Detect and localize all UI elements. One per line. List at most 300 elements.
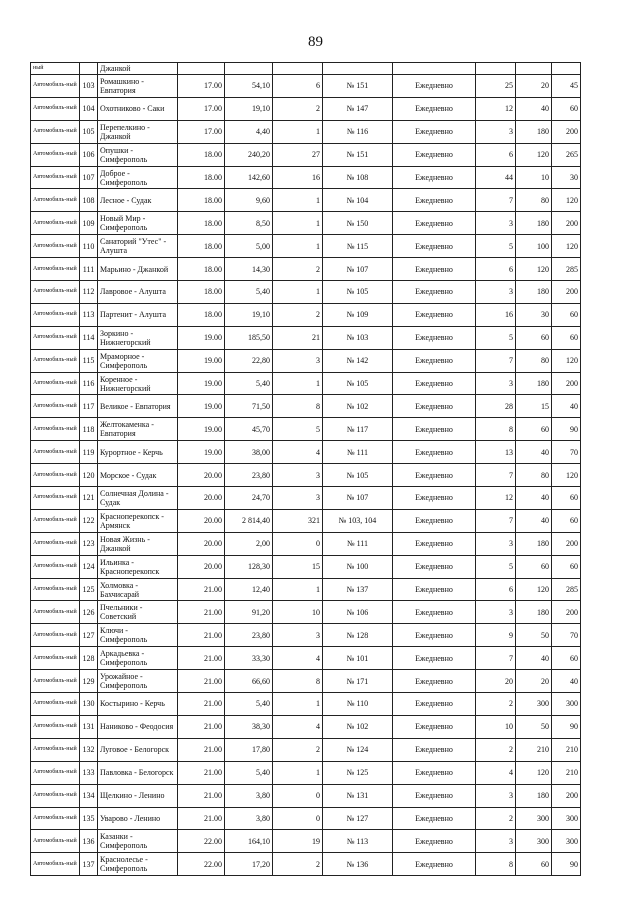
stops-cell: 0 — [273, 532, 323, 555]
route-cell: Казанки - Симферополь — [98, 830, 178, 853]
num-cell: 117 — [80, 395, 98, 418]
freq-cell: Ежедневно — [393, 853, 476, 876]
num-cell: 124 — [80, 555, 98, 578]
stops-cell: 4 — [273, 715, 323, 738]
time-cell: 19.00 — [178, 326, 225, 349]
route-cell: Наниково - Феодосия — [98, 715, 178, 738]
stops-cell: 3 — [273, 349, 323, 372]
table-row — [31, 555, 581, 578]
time-cell: 22.00 — [178, 830, 225, 853]
b-cell: 60 — [516, 418, 552, 441]
dist-cell: 14,30 — [225, 258, 273, 281]
b-cell: 30 — [516, 303, 552, 326]
c-cell: 120 — [552, 464, 581, 487]
b-cell: 180 — [516, 120, 552, 143]
a-cell: 7 — [476, 464, 516, 487]
num-cell: 114 — [80, 326, 98, 349]
table-row — [31, 418, 581, 441]
b-cell: 40 — [516, 487, 552, 510]
b-cell: 80 — [516, 189, 552, 212]
type-cell: Автомобиль-ный — [31, 372, 80, 395]
num-cell: 109 — [80, 212, 98, 235]
num-cell: 130 — [80, 693, 98, 716]
c-cell: 200 — [552, 784, 581, 807]
stops-cell: 21 — [273, 326, 323, 349]
route-cell: Новая Жизнь - Джанкой — [98, 532, 178, 555]
table-row — [31, 578, 581, 601]
dist-cell: 3,80 — [225, 807, 273, 830]
time-cell: 18.00 — [178, 212, 225, 235]
table-row — [31, 303, 581, 326]
roads-cell: № 108 — [323, 166, 393, 189]
b-cell: 60 — [516, 555, 552, 578]
table-row — [31, 738, 581, 761]
num-cell: 137 — [80, 853, 98, 876]
a-cell: 20 — [476, 670, 516, 693]
time-cell: 21.00 — [178, 761, 225, 784]
b-cell: 300 — [516, 693, 552, 716]
a-cell: 5 — [476, 235, 516, 258]
freq-cell: Ежедневно — [393, 464, 476, 487]
b-cell: 50 — [516, 624, 552, 647]
freq-cell: Ежедневно — [393, 120, 476, 143]
c-cell: 90 — [552, 418, 581, 441]
route-cell: Ромашкино - Евпатория — [98, 75, 178, 98]
stops-cell: 1 — [273, 235, 323, 258]
c-cell: 200 — [552, 372, 581, 395]
c-cell: 60 — [552, 326, 581, 349]
c-cell: 40 — [552, 670, 581, 693]
type-cell: Автомобиль-ный — [31, 326, 80, 349]
freq-cell: Ежедневно — [393, 418, 476, 441]
freq-cell: Ежедневно — [393, 97, 476, 120]
c-cell: 45 — [552, 75, 581, 98]
a-cell: 16 — [476, 303, 516, 326]
c-cell: 120 — [552, 189, 581, 212]
roads-cell: № 105 — [323, 372, 393, 395]
a-cell: 3 — [476, 372, 516, 395]
route-cell: Великое - Евпатория — [98, 395, 178, 418]
b-cell: 180 — [516, 784, 552, 807]
stops-cell: 10 — [273, 601, 323, 624]
table-row — [31, 441, 581, 464]
freq-cell: Ежедневно — [393, 693, 476, 716]
dist-cell: 71,50 — [225, 395, 273, 418]
type-cell: Автомобиль-ный — [31, 761, 80, 784]
route-cell: Доброе - Симферополь — [98, 166, 178, 189]
route-cell: Ключи - Симферополь — [98, 624, 178, 647]
time-cell: 21.00 — [178, 715, 225, 738]
num-cell: 128 — [80, 647, 98, 670]
freq-cell: Ежедневно — [393, 212, 476, 235]
stops-cell: 6 — [273, 75, 323, 98]
num-cell: 136 — [80, 830, 98, 853]
page-number: 89 — [308, 34, 323, 50]
b-cell: 100 — [516, 235, 552, 258]
stops-cell: 16 — [273, 166, 323, 189]
type-cell: Автомобиль-ный — [31, 738, 80, 761]
c-cell: 300 — [552, 807, 581, 830]
a-cell: 6 — [476, 143, 516, 166]
stops-cell: 1 — [273, 578, 323, 601]
time-cell: 19.00 — [178, 418, 225, 441]
b-cell: 120 — [516, 143, 552, 166]
time-cell: 18.00 — [178, 303, 225, 326]
time-cell: 17.00 — [178, 75, 225, 98]
type-cell: Автомобиль-ный — [31, 97, 80, 120]
type-cell: Автомобиль-ный — [31, 395, 80, 418]
route-cell: Зоркино - Нижнегорский — [98, 326, 178, 349]
roads-cell: № 105 — [323, 464, 393, 487]
c-cell: 60 — [552, 303, 581, 326]
type-cell: Автомобиль-ный — [31, 830, 80, 853]
freq-cell: Ежедневно — [393, 601, 476, 624]
dist-cell: 23,80 — [225, 464, 273, 487]
a-cell: 5 — [476, 555, 516, 578]
stops-cell: 5 — [273, 418, 323, 441]
c-cell: 40 — [552, 395, 581, 418]
num-cell: 131 — [80, 715, 98, 738]
time-cell: 17.00 — [178, 120, 225, 143]
b-cell: 40 — [516, 97, 552, 120]
a-cell: 2 — [476, 738, 516, 761]
type-cell: Автомобиль-ный — [31, 235, 80, 258]
freq-cell: Ежедневно — [393, 715, 476, 738]
time-cell: 20.00 — [178, 509, 225, 532]
route-cell: Желтокаменка - Евпатория — [98, 418, 178, 441]
table-row — [31, 487, 581, 510]
table-row — [31, 464, 581, 487]
a-cell: 44 — [476, 166, 516, 189]
dist-cell: 164,10 — [225, 830, 273, 853]
roads-cell: № 102 — [323, 395, 393, 418]
dist-cell: 9,60 — [225, 189, 273, 212]
a-cell: 8 — [476, 418, 516, 441]
num-cell: 115 — [80, 349, 98, 372]
stops-cell: 27 — [273, 143, 323, 166]
freq-cell: Ежедневно — [393, 624, 476, 647]
num-cell: 104 — [80, 97, 98, 120]
dist-cell: 66,60 — [225, 670, 273, 693]
type-cell: Автомобиль-ный — [31, 418, 80, 441]
freq-cell: Ежедневно — [393, 738, 476, 761]
type-cell: Автомобиль-ный — [31, 281, 80, 304]
roads-cell: № 117 — [323, 418, 393, 441]
time-cell: 18.00 — [178, 281, 225, 304]
table-row — [31, 532, 581, 555]
type-cell: Автомобиль-ный — [31, 853, 80, 876]
time-cell: 18.00 — [178, 235, 225, 258]
roads-cell: № 136 — [323, 853, 393, 876]
dist-cell: 8,50 — [225, 212, 273, 235]
stops-cell: 0 — [273, 784, 323, 807]
a-cell: 7 — [476, 189, 516, 212]
stops-cell: 2 — [273, 258, 323, 281]
a-cell: 8 — [476, 853, 516, 876]
type-cell: Автомобиль-ный — [31, 189, 80, 212]
freq-cell: Ежедневно — [393, 258, 476, 281]
time-cell: 20.00 — [178, 532, 225, 555]
route-cell: Краснолесье - Симферополь — [98, 853, 178, 876]
routes-table — [30, 62, 581, 876]
roads-cell: № 125 — [323, 761, 393, 784]
table-row — [31, 143, 581, 166]
freq-cell: Ежедневно — [393, 532, 476, 555]
num-cell: 123 — [80, 532, 98, 555]
freq-cell: Ежедневно — [393, 235, 476, 258]
route-cell: Аркадьевка - Симферополь — [98, 647, 178, 670]
c-cell: 200 — [552, 601, 581, 624]
roads-cell: № 105 — [323, 281, 393, 304]
stops-cell: 1 — [273, 281, 323, 304]
table-row — [31, 784, 581, 807]
time-cell: 18.00 — [178, 143, 225, 166]
dist-cell: 91,20 — [225, 601, 273, 624]
dist-cell: 4,40 — [225, 120, 273, 143]
time-cell: 18.00 — [178, 258, 225, 281]
freq-cell: Ежедневно — [393, 166, 476, 189]
table-row — [31, 326, 581, 349]
type-cell: Автомобиль-ный — [31, 647, 80, 670]
time-cell: 19.00 — [178, 372, 225, 395]
stops-cell: 4 — [273, 647, 323, 670]
num-cell: 107 — [80, 166, 98, 189]
table-body — [31, 63, 581, 876]
b-cell: 50 — [516, 715, 552, 738]
roads-cell: № 115 — [323, 235, 393, 258]
stops-cell: 4 — [273, 441, 323, 464]
route-cell: Морское - Судак — [98, 464, 178, 487]
dist-cell: 5,00 — [225, 235, 273, 258]
a-cell: 3 — [476, 601, 516, 624]
type-cell: Автомобиль-ный — [31, 166, 80, 189]
time-cell: 18.00 — [178, 189, 225, 212]
b-cell: 180 — [516, 601, 552, 624]
time-cell: 21.00 — [178, 670, 225, 693]
type-cell: Автомобиль-ный — [31, 624, 80, 647]
route-cell: Щелкино - Ленино — [98, 784, 178, 807]
num-cell: 119 — [80, 441, 98, 464]
time-cell: 17.00 — [178, 97, 225, 120]
a-cell: 7 — [476, 647, 516, 670]
type-cell: Автомобиль-ный — [31, 143, 80, 166]
num-cell: 112 — [80, 281, 98, 304]
b-cell: 40 — [516, 647, 552, 670]
num-cell: 121 — [80, 487, 98, 510]
c-cell: 265 — [552, 143, 581, 166]
route-cell: Костырино - Керчь — [98, 693, 178, 716]
dist-cell: 2 814,40 — [225, 509, 273, 532]
a-cell: 12 — [476, 487, 516, 510]
time-cell: 19.00 — [178, 349, 225, 372]
b-cell: 180 — [516, 372, 552, 395]
route-cell: Мраморное - Симферополь — [98, 349, 178, 372]
b-cell: 60 — [516, 853, 552, 876]
freq-cell: Ежедневно — [393, 395, 476, 418]
stops-cell: 8 — [273, 395, 323, 418]
roads-cell: № 100 — [323, 555, 393, 578]
continued-row — [31, 63, 581, 75]
num-cell: 126 — [80, 601, 98, 624]
roads-cell: № 116 — [323, 120, 393, 143]
time-cell: 21.00 — [178, 578, 225, 601]
b-cell: 180 — [516, 532, 552, 555]
route-cell: Лесное - Судак — [98, 189, 178, 212]
table-row — [31, 395, 581, 418]
dist-cell: 5,40 — [225, 372, 273, 395]
route-cell: Курортное - Керчь — [98, 441, 178, 464]
table-row — [31, 372, 581, 395]
type-cell: Автомобиль-ный — [31, 120, 80, 143]
table-row — [31, 281, 581, 304]
type-cell: Автомобиль-ный — [31, 693, 80, 716]
num-cell: 125 — [80, 578, 98, 601]
num-cell: 129 — [80, 670, 98, 693]
time-cell: 18.00 — [178, 166, 225, 189]
c-cell: 300 — [552, 693, 581, 716]
roads-cell: № 142 — [323, 349, 393, 372]
freq-cell: Ежедневно — [393, 647, 476, 670]
c-cell: 200 — [552, 281, 581, 304]
c-cell: 60 — [552, 487, 581, 510]
freq-cell: Ежедневно — [393, 761, 476, 784]
a-cell: 7 — [476, 509, 516, 532]
route-cell: Урожайное - Симферополь — [98, 670, 178, 693]
num-cell: 133 — [80, 761, 98, 784]
stops-cell: 1 — [273, 372, 323, 395]
type-cell: Автомобиль-ный — [31, 487, 80, 510]
c-cell: 90 — [552, 715, 581, 738]
table-row — [31, 830, 581, 853]
table-row — [31, 120, 581, 143]
route-cell: Холмовка - Бахчисарай — [98, 578, 178, 601]
freq-cell: Ежедневно — [393, 807, 476, 830]
a-cell: 9 — [476, 624, 516, 647]
table-row — [31, 715, 581, 738]
dist-cell: 33,30 — [225, 647, 273, 670]
type-cell: Автомобиль-ный — [31, 670, 80, 693]
table-row — [31, 670, 581, 693]
table-row — [31, 235, 581, 258]
b-cell: 20 — [516, 75, 552, 98]
table-row — [31, 509, 581, 532]
dist-cell: 240,20 — [225, 143, 273, 166]
stops-cell: 1 — [273, 693, 323, 716]
dist-cell: 54,10 — [225, 75, 273, 98]
dist-cell: 2,00 — [225, 532, 273, 555]
a-cell: 4 — [476, 761, 516, 784]
table-row — [31, 693, 581, 716]
roads-cell: № 111 — [323, 532, 393, 555]
b-cell: 210 — [516, 738, 552, 761]
roads-cell: № 107 — [323, 487, 393, 510]
b-cell: 20 — [516, 670, 552, 693]
freq-cell: Ежедневно — [393, 143, 476, 166]
b-cell: 300 — [516, 807, 552, 830]
dist-cell: 24,70 — [225, 487, 273, 510]
roads-cell: № 103 — [323, 326, 393, 349]
stops-cell: 1 — [273, 189, 323, 212]
freq-cell: Ежедневно — [393, 578, 476, 601]
type-cell: Автомобиль-ный — [31, 715, 80, 738]
a-cell: 2 — [476, 693, 516, 716]
dist-cell: 185,50 — [225, 326, 273, 349]
freq-cell: Ежедневно — [393, 326, 476, 349]
roads-cell: № 110 — [323, 693, 393, 716]
a-cell: 13 — [476, 441, 516, 464]
time-cell: 21.00 — [178, 784, 225, 807]
num-cell: 122 — [80, 509, 98, 532]
num-cell: 118 — [80, 418, 98, 441]
dist-cell: 17,80 — [225, 738, 273, 761]
b-cell: 180 — [516, 281, 552, 304]
stops-cell: 3 — [273, 464, 323, 487]
dist-cell: 142,60 — [225, 166, 273, 189]
table-row — [31, 189, 581, 212]
table-row — [31, 349, 581, 372]
roads-cell: № 171 — [323, 670, 393, 693]
stops-cell: 3 — [273, 487, 323, 510]
c-cell: 30 — [552, 166, 581, 189]
dist-cell: 128,30 — [225, 555, 273, 578]
num-cell: 108 — [80, 189, 98, 212]
b-cell: 120 — [516, 761, 552, 784]
dist-cell: 5,40 — [225, 693, 273, 716]
c-cell: 285 — [552, 258, 581, 281]
c-cell: 200 — [552, 532, 581, 555]
time-cell: 22.00 — [178, 853, 225, 876]
time-cell: 21.00 — [178, 693, 225, 716]
route-cell: Павловка - Белогорск — [98, 761, 178, 784]
stops-cell: 1 — [273, 761, 323, 784]
route-cell: Охотниково - Саки — [98, 97, 178, 120]
b-cell: 80 — [516, 349, 552, 372]
a-cell: 28 — [476, 395, 516, 418]
route-cell: Новый Мир - Симферополь — [98, 212, 178, 235]
dist-cell: 12,40 — [225, 578, 273, 601]
roads-cell: № 109 — [323, 303, 393, 326]
stops-cell: 15 — [273, 555, 323, 578]
dist-cell: 38,30 — [225, 715, 273, 738]
type-cell: Автомобиль-ный — [31, 349, 80, 372]
num-cell: 135 — [80, 807, 98, 830]
freq-cell: Ежедневно — [393, 75, 476, 98]
c-cell: 210 — [552, 761, 581, 784]
stops-cell: 2 — [273, 738, 323, 761]
roads-cell: № 128 — [323, 624, 393, 647]
roads-cell: № 106 — [323, 601, 393, 624]
freq-cell: Ежедневно — [393, 303, 476, 326]
type-cell: Автомобиль-ный — [31, 509, 80, 532]
stops-cell: 2 — [273, 853, 323, 876]
type-cell: Автомобиль-ный — [31, 784, 80, 807]
a-cell: 5 — [476, 326, 516, 349]
type-cell: Автомобиль-ный — [31, 75, 80, 98]
b-cell: 40 — [516, 441, 552, 464]
dist-cell: 22,80 — [225, 349, 273, 372]
stops-cell: 0 — [273, 807, 323, 830]
type-cell: Автомобиль-ный — [31, 532, 80, 555]
c-cell: 60 — [552, 97, 581, 120]
stops-cell: 8 — [273, 670, 323, 693]
route-cell: Партенит - Алушта — [98, 303, 178, 326]
dist-cell: 17,20 — [225, 853, 273, 876]
route-cell: Пчельники - Советский — [98, 601, 178, 624]
time-cell: 21.00 — [178, 647, 225, 670]
c-cell: 60 — [552, 509, 581, 532]
type-cell: Автомобиль-ный — [31, 464, 80, 487]
table-row — [31, 97, 581, 120]
